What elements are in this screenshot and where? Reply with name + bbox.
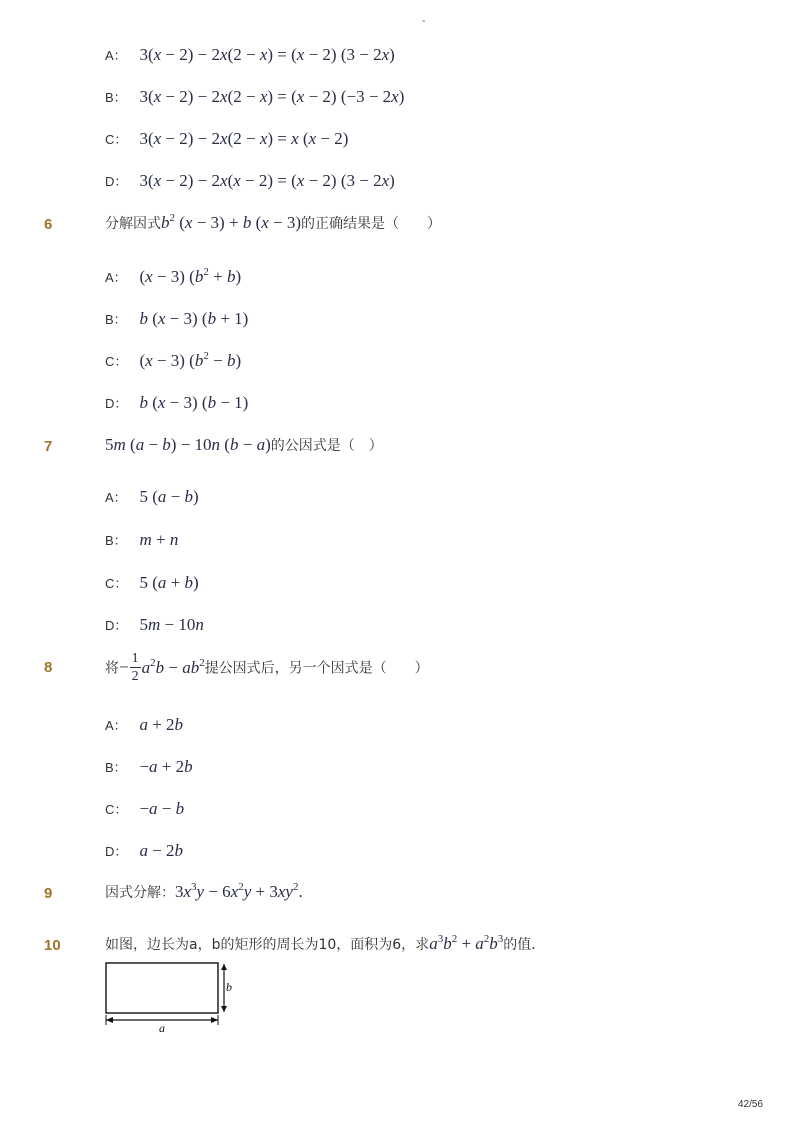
fraction-denominator: 2 [131,669,139,684]
question-8-stem [105,650,429,685]
option-expression: 5 (a + b) [139,573,199,592]
minus-sign: − [119,657,129,677]
fraction-numerator: 1 [131,651,139,666]
q8-option-d[interactable] [105,841,183,861]
stem-prefix: 将 [105,660,119,677]
option-expression: b (x − 3) (b − 1) [139,393,249,412]
q8-option-b[interactable] [105,757,193,777]
option-expression: 5 (a − b) [139,487,199,506]
question-9-stem [105,882,303,902]
option-label: A： [105,48,127,63]
q6-option-c[interactable] [105,351,241,371]
question-number-6: 6 [44,216,53,233]
stem-expression: $3x^3y - 6x^2y + 3xy^2$. [175,881,303,901]
option-label: A： [105,718,127,733]
stem-expression: $a^2b - ab^2$ [141,656,205,677]
option-expression: 3(x − 2) − 2x(2 − x) = x (x − 2) [139,129,349,148]
stem-expression: $b^2$ (x − 3) + b (x − 3) [161,212,302,232]
option-label: B： [105,760,127,775]
q6-option-b[interactable] [105,309,248,329]
q8-option-a[interactable] [105,715,183,735]
a-arrow-right-icon [211,1017,218,1023]
q5-option-b[interactable] [105,87,404,107]
label-a: a [159,1021,165,1035]
question-number-7: 7 [44,438,53,455]
q7-option-c[interactable] [105,573,199,593]
question-number-8: 8 [44,659,53,676]
q6-option-a[interactable] [105,267,241,287]
stem-prefix: 分解因式 [105,216,161,232]
option-label: A： [105,490,127,505]
q5-option-d[interactable] [105,171,395,191]
stem-suffix: 的值． [503,937,546,953]
rectangle-figure [100,958,250,1038]
option-expression: 3(x − 2) − 2x(2 − x) = (x − 2) (−3 − 2x) [139,87,405,106]
option-expression: m + n [139,530,179,549]
option-label: C： [105,132,128,147]
option-label: B： [105,312,127,327]
option-expression: −a − b [139,799,185,818]
stem-suffix: 的正确结果是（ ） [301,216,442,232]
stem-prefix: 如图，边长为a，b的矩形的周长为10，面积为6，求 [105,937,430,953]
q7-option-b[interactable] [105,530,178,550]
q7-option-a[interactable] [105,487,199,507]
stem-expression: 5m (a − b) − 10n (b − a) [105,435,271,454]
option-expression: a − 2b [139,841,184,860]
b-arrow-down-icon [221,1006,227,1012]
rectangle [106,963,218,1013]
fraction [130,650,141,685]
stem-suffix: 的公因式是（ ） [270,438,383,454]
a-arrow-left-icon [106,1017,113,1023]
top-mark: - [422,16,426,27]
option-label: D： [105,396,128,411]
b-arrow-up-icon [221,964,227,970]
question-number-10: 10 [44,937,61,954]
q5-option-a[interactable] [105,45,395,65]
option-label: D： [105,844,128,859]
stem-expression: $a^3b^2 + a^2b^3$ [429,933,504,953]
option-expression: 3(x − 2) − 2x(x − 2) = (x − 2) (3 − 2x) [139,171,395,190]
option-label: B： [105,90,127,105]
option-expression: −a + 2b [139,757,193,776]
option-label: C： [105,354,128,369]
option-expression: (x − 3) $(b^2 + b)$ [139,266,242,286]
stem-suffix: 提公因式后，另一个因式是（ ） [204,660,429,677]
q5-option-c[interactable] [105,129,348,149]
option-label: C： [105,802,128,817]
stem-prefix: 因式分解： [105,885,175,901]
option-expression: b (x − 3) (b + 1) [139,309,249,328]
page-number: 42/56 [738,1099,764,1110]
option-label: D： [105,618,128,633]
option-label: B： [105,533,127,548]
option-expression: (x − 3) $(b^2 - b)$ [139,350,242,370]
question-number-9: 9 [44,885,53,902]
q6-option-d[interactable] [105,393,248,413]
option-expression: 3(x − 2) − 2x(2 − x) = (x − 2) (3 − 2x) [139,45,395,64]
q8-option-c[interactable] [105,799,184,819]
question-10-stem [105,934,545,954]
question-7-stem [105,435,383,455]
option-label: D： [105,174,128,189]
option-label: A： [105,270,127,285]
q7-option-d[interactable] [105,615,204,635]
option-expression: a + 2b [139,715,184,734]
question-6-stem [105,213,441,233]
option-label: C： [105,576,128,591]
option-expression: 5m − 10n [139,615,204,634]
label-b: b [226,980,232,994]
